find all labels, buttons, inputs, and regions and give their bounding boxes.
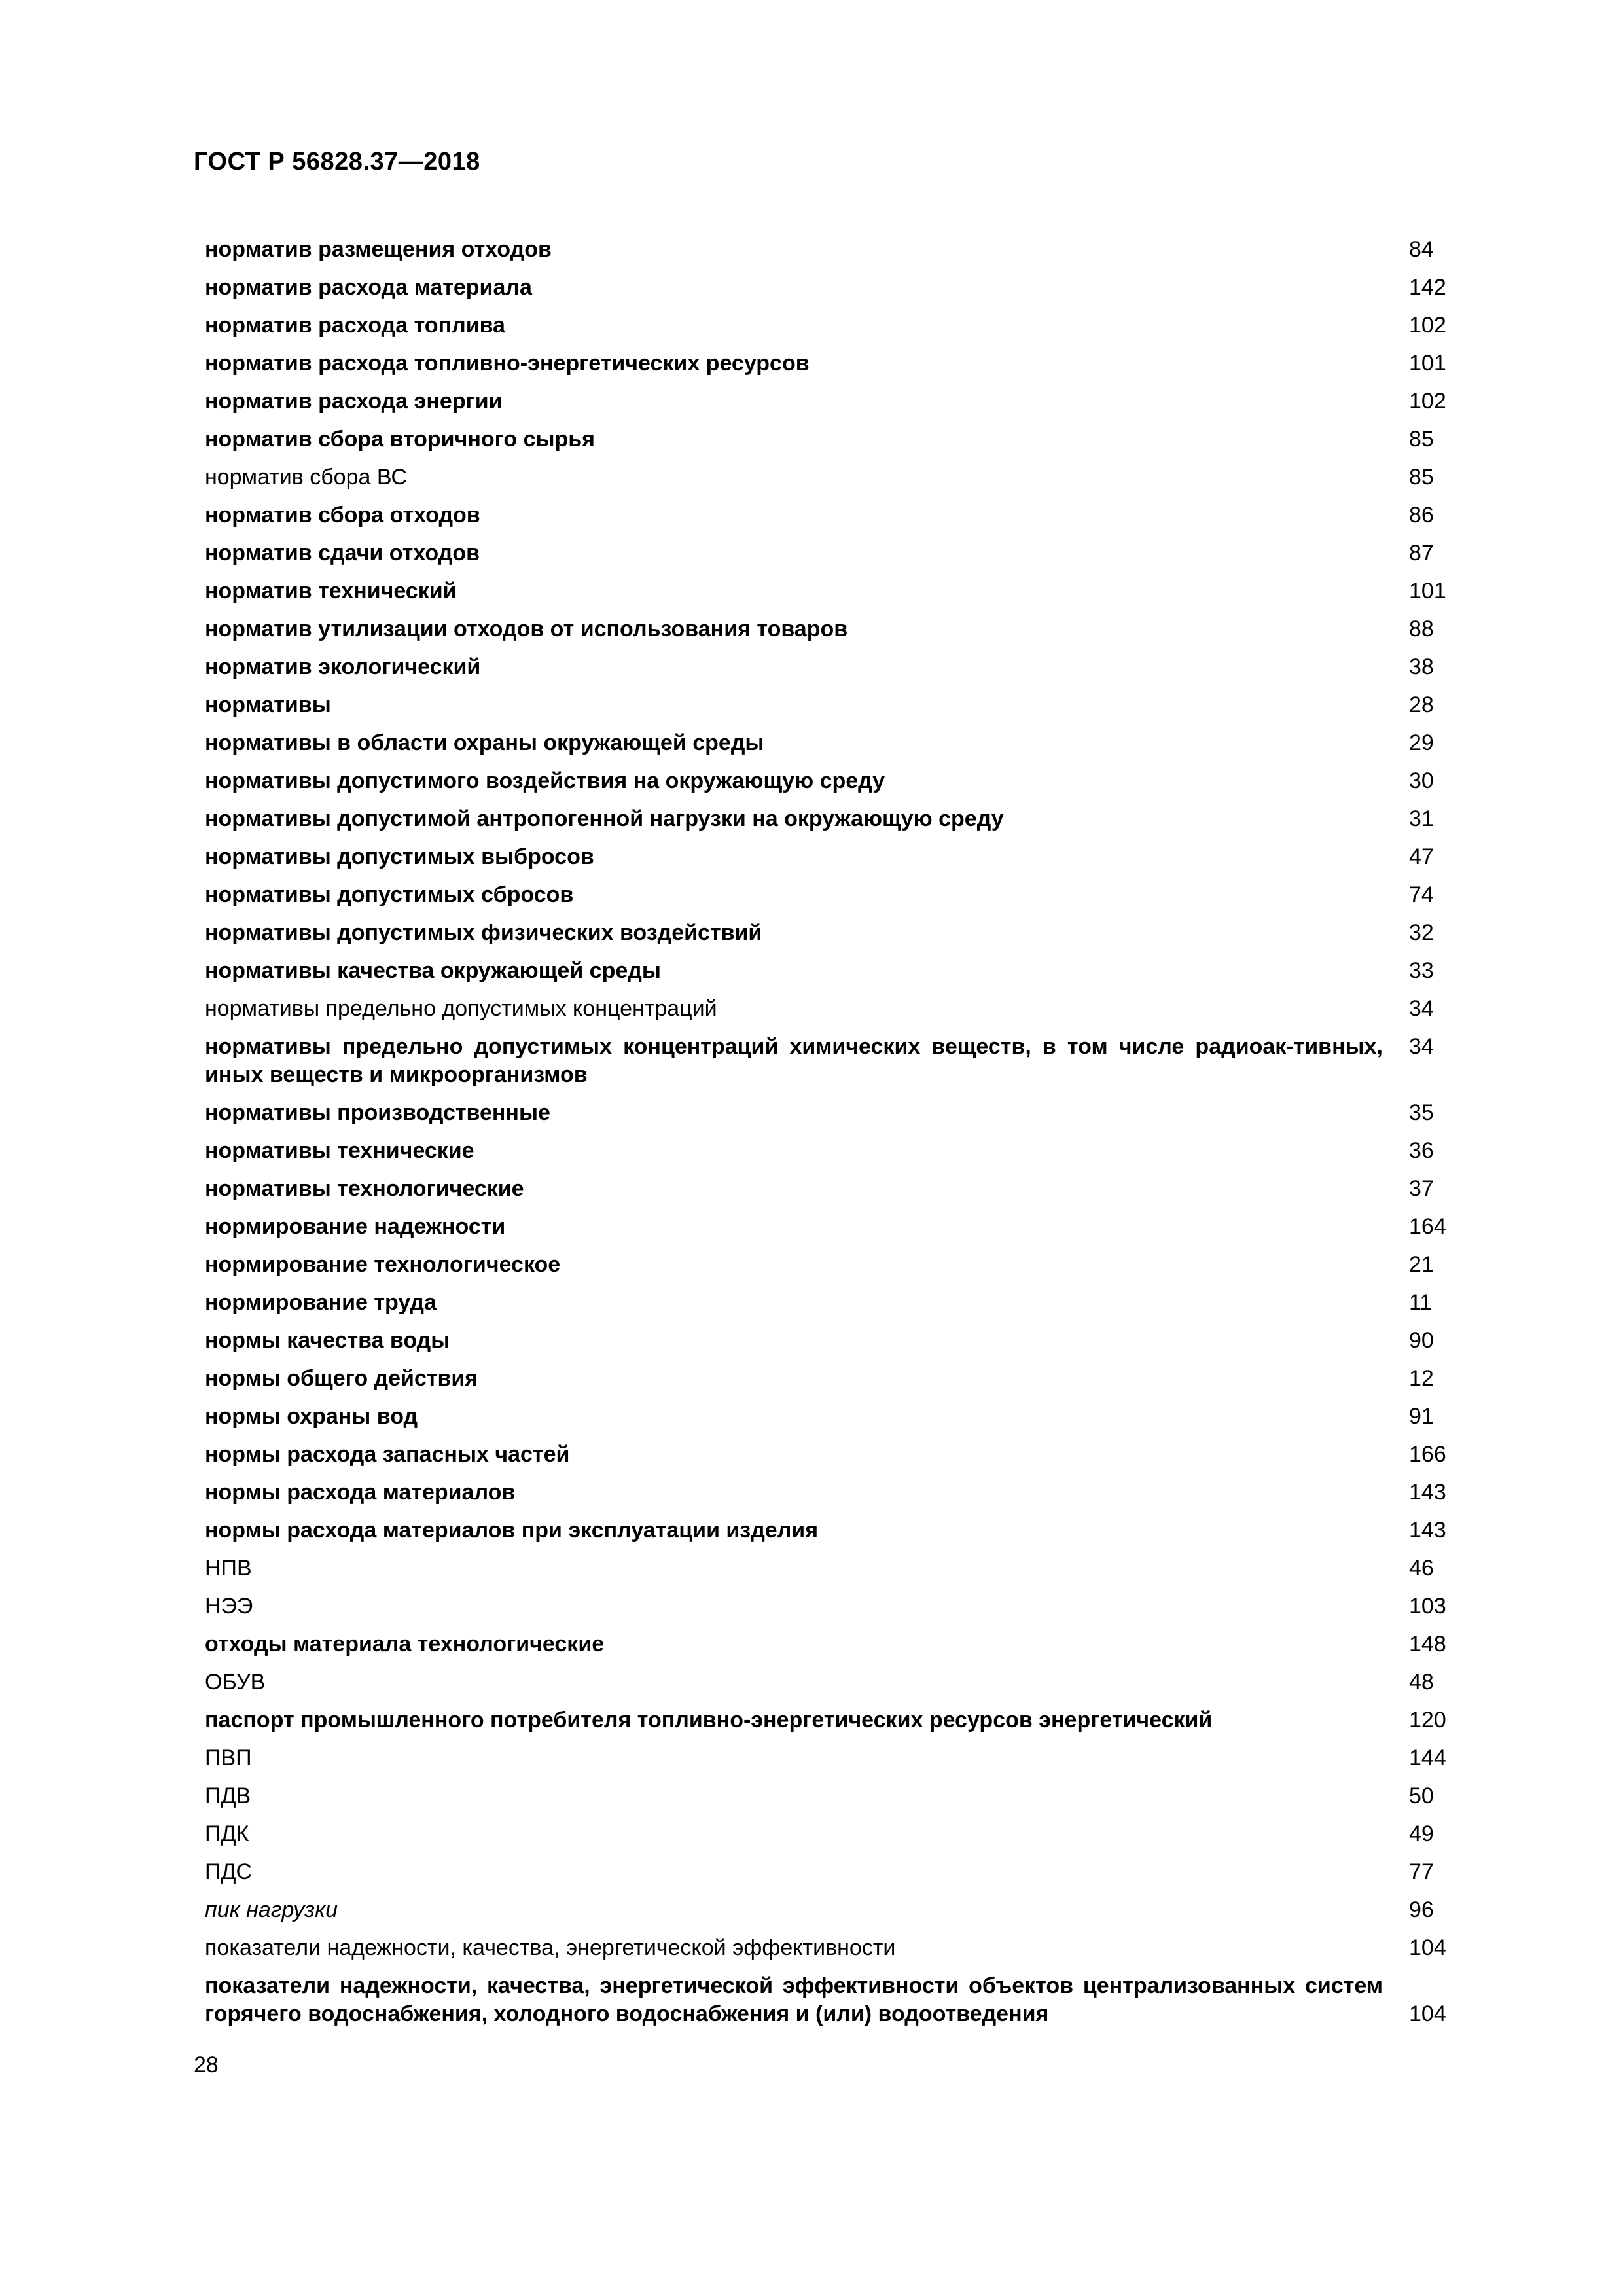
index-term: норматив утилизации отходов от использования товаров [205, 617, 848, 641]
index-page-number: 77 [1409, 1859, 1434, 1884]
index-page-number: 85 [1409, 465, 1434, 490]
index-term: ПВП [205, 1746, 252, 1770]
index-page-number: 49 [1409, 1821, 1434, 1846]
index-page-number: 90 [1409, 1328, 1434, 1353]
index-page-number: 11 [1409, 1290, 1433, 1315]
index-term: норматив расхода материала [205, 275, 532, 300]
index-term: нормативы допустимых сбросов [205, 882, 574, 907]
index-term: норматив сбора ВС [205, 465, 407, 490]
index-entry [205, 387, 1456, 416]
index-page-number: 30 [1409, 768, 1434, 793]
index-term: нормативы допустимой антропогенной нагрузки на окружающую среду [205, 806, 1004, 831]
index-entry [205, 1934, 1456, 1962]
index-entry [205, 1668, 1456, 1696]
index-page-number: 143 [1409, 1480, 1446, 1505]
index-page-number: 29 [1409, 730, 1434, 755]
index-entry [205, 729, 1456, 757]
index-page-number: 166 [1409, 1442, 1446, 1467]
index-term: нормативы предельно допустимых концентраций [205, 996, 717, 1021]
index-entry [205, 1592, 1456, 1621]
index-term: нормативы предельно допустимых концентраций химических веществ, в том числе радиоак-тивных, иных веществ и микроорганизмов [205, 1034, 1383, 1087]
index-entry [205, 1365, 1456, 1393]
index-entry [205, 1403, 1456, 1431]
index-page-number: 96 [1409, 1897, 1434, 1922]
index-page-number: 88 [1409, 617, 1434, 641]
index-term: норматив расхода топлива [205, 313, 505, 338]
index-page-number: 31 [1409, 806, 1434, 831]
index-term: показатели надежности, качества, энергетической эффективности [205, 1935, 896, 1960]
index-term: норматив расхода энергии [205, 389, 503, 414]
index-term: норматив сбора отходов [205, 503, 480, 528]
index-entry [205, 1251, 1456, 1279]
index-term: норматив размещения отходов [205, 237, 552, 262]
index-term: нормативы [205, 692, 331, 717]
index-entry [205, 1175, 1456, 1203]
index-page-number: 104 [1409, 1935, 1446, 1960]
index-entry [205, 539, 1456, 567]
index-term: нормы расхода запасных частей [205, 1442, 570, 1467]
index-page-number: 35 [1409, 1100, 1434, 1125]
index-term: паспорт промышленного потребителя топливно-энергетических ресурсов энергетический [205, 1708, 1213, 1732]
index-page-number: 34 [1409, 1034, 1434, 1059]
index-term: ОБУВ [205, 1670, 266, 1695]
index-page-number: 101 [1409, 351, 1446, 376]
index-term: нормы общего действия [205, 1366, 478, 1391]
index-page-number: 148 [1409, 1632, 1446, 1657]
index-page-number: 84 [1409, 237, 1434, 262]
index-page-number: 36 [1409, 1138, 1434, 1163]
index-entry [205, 843, 1456, 871]
index-entry [205, 1782, 1456, 1810]
index-page-number: 50 [1409, 1784, 1434, 1808]
index-entry [205, 995, 1456, 1023]
index-page-number: 46 [1409, 1556, 1434, 1581]
index-entry [205, 1554, 1456, 1583]
index-page-number: 47 [1409, 844, 1434, 869]
index-page-number: 144 [1409, 1746, 1446, 1770]
index-entry [205, 274, 1456, 302]
index-term: нормирование надежности [205, 1214, 506, 1239]
index-page-number: 12 [1409, 1366, 1434, 1391]
index-entry [205, 425, 1456, 454]
index-entry [205, 653, 1456, 681]
index-page-number: 85 [1409, 427, 1434, 452]
index-entry [205, 1858, 1456, 1886]
index-term: ПДС [205, 1859, 253, 1884]
index-list [205, 236, 1456, 2038]
index-page-number: 34 [1409, 996, 1434, 1021]
index-entry [205, 805, 1456, 833]
index-term: нормативы допустимых выбросов [205, 844, 594, 869]
document-header: ГОСТ Р 56828.37—2018 [194, 148, 480, 175]
index-entry [205, 691, 1456, 719]
index-page-number: 86 [1409, 503, 1434, 528]
index-page-number: 21 [1409, 1252, 1434, 1277]
index-page-number: 142 [1409, 275, 1446, 300]
index-term: нормирование технологическое [205, 1252, 561, 1277]
index-term: ПДК [205, 1821, 249, 1846]
index-page-number: 143 [1409, 1518, 1446, 1543]
index-term: нормативы технологические [205, 1176, 524, 1201]
index-term: нормы охраны вод [205, 1404, 418, 1429]
index-page-number: 103 [1409, 1594, 1446, 1619]
page-number: 28 [194, 2053, 219, 2077]
index-page-number: 37 [1409, 1176, 1434, 1201]
index-page-number: 28 [1409, 692, 1434, 717]
index-page-number: 102 [1409, 389, 1446, 414]
index-entry [205, 1820, 1456, 1848]
index-term: нормативы в области охраны окружающей среды [205, 730, 764, 755]
index-term: показатели надежности, качества, энергетической эффективности объектов централизованных систем горячего водоснабжения, холодного водоснабжения и (или) водоотведения [205, 1973, 1383, 2026]
index-term: ПДВ [205, 1784, 251, 1808]
index-page-number: 120 [1409, 1708, 1446, 1732]
index-entry [205, 1213, 1456, 1241]
index-entry [205, 1289, 1456, 1317]
index-page-number: 87 [1409, 541, 1434, 565]
index-term: нормирование труда [205, 1290, 437, 1315]
index-term: нормативы технические [205, 1138, 474, 1163]
index-entry [205, 1099, 1456, 1127]
index-entry [205, 350, 1456, 378]
index-term: норматив расхода топливно-энергетических ресурсов [205, 351, 810, 376]
index-term: нормы качества воды [205, 1328, 450, 1353]
index-entry [205, 957, 1456, 985]
index-entry [205, 1706, 1456, 1734]
index-page-number: 104 [1409, 2001, 1446, 2026]
index-page-number: 102 [1409, 313, 1446, 338]
index-entry [205, 1972, 1456, 2028]
index-page-number: 74 [1409, 882, 1434, 907]
index-entry [205, 501, 1456, 529]
index-entry [205, 919, 1456, 947]
index-term: отходы материала технологические [205, 1632, 605, 1657]
index-entry [205, 1479, 1456, 1507]
index-entry [205, 312, 1456, 340]
index-entry [205, 1033, 1456, 1089]
index-page-number: 91 [1409, 1404, 1434, 1429]
index-term: нормы расхода материалов [205, 1480, 516, 1505]
index-term: нормативы качества окружающей среды [205, 958, 661, 983]
index-term: норматив сдачи отходов [205, 541, 480, 565]
index-entry [205, 1630, 1456, 1659]
index-page-number: 101 [1409, 579, 1446, 603]
index-entry [205, 1441, 1456, 1469]
index-entry [205, 767, 1456, 795]
index-term: норматив технический [205, 579, 457, 603]
index-page-number: 32 [1409, 920, 1434, 945]
index-entry [205, 236, 1456, 264]
index-term: пик нагрузки [205, 1897, 338, 1922]
index-page-number: 164 [1409, 1214, 1446, 1239]
index-page-number: 33 [1409, 958, 1434, 983]
index-term: норматив экологический [205, 655, 481, 679]
index-entry [205, 1137, 1456, 1165]
index-entry [205, 463, 1456, 492]
index-page-number: 38 [1409, 655, 1434, 679]
index-term: НПВ [205, 1556, 252, 1581]
index-entry [205, 1516, 1456, 1545]
index-entry [205, 1327, 1456, 1355]
index-page-number: 48 [1409, 1670, 1434, 1695]
index-term: нормы расхода материалов при эксплуатации изделия [205, 1518, 819, 1543]
index-entry [205, 881, 1456, 909]
index-entry [205, 1896, 1456, 1924]
index-term: нормативы допустимых физических воздействий [205, 920, 762, 945]
index-term: нормативы производственные [205, 1100, 550, 1125]
index-term: норматив сбора вторичного сырья [205, 427, 596, 452]
index-entry [205, 577, 1456, 605]
index-term: нормативы допустимого воздействия на окружающую среду [205, 768, 885, 793]
index-term: НЭЭ [205, 1594, 253, 1619]
index-entry [205, 1744, 1456, 1772]
index-entry [205, 615, 1456, 643]
